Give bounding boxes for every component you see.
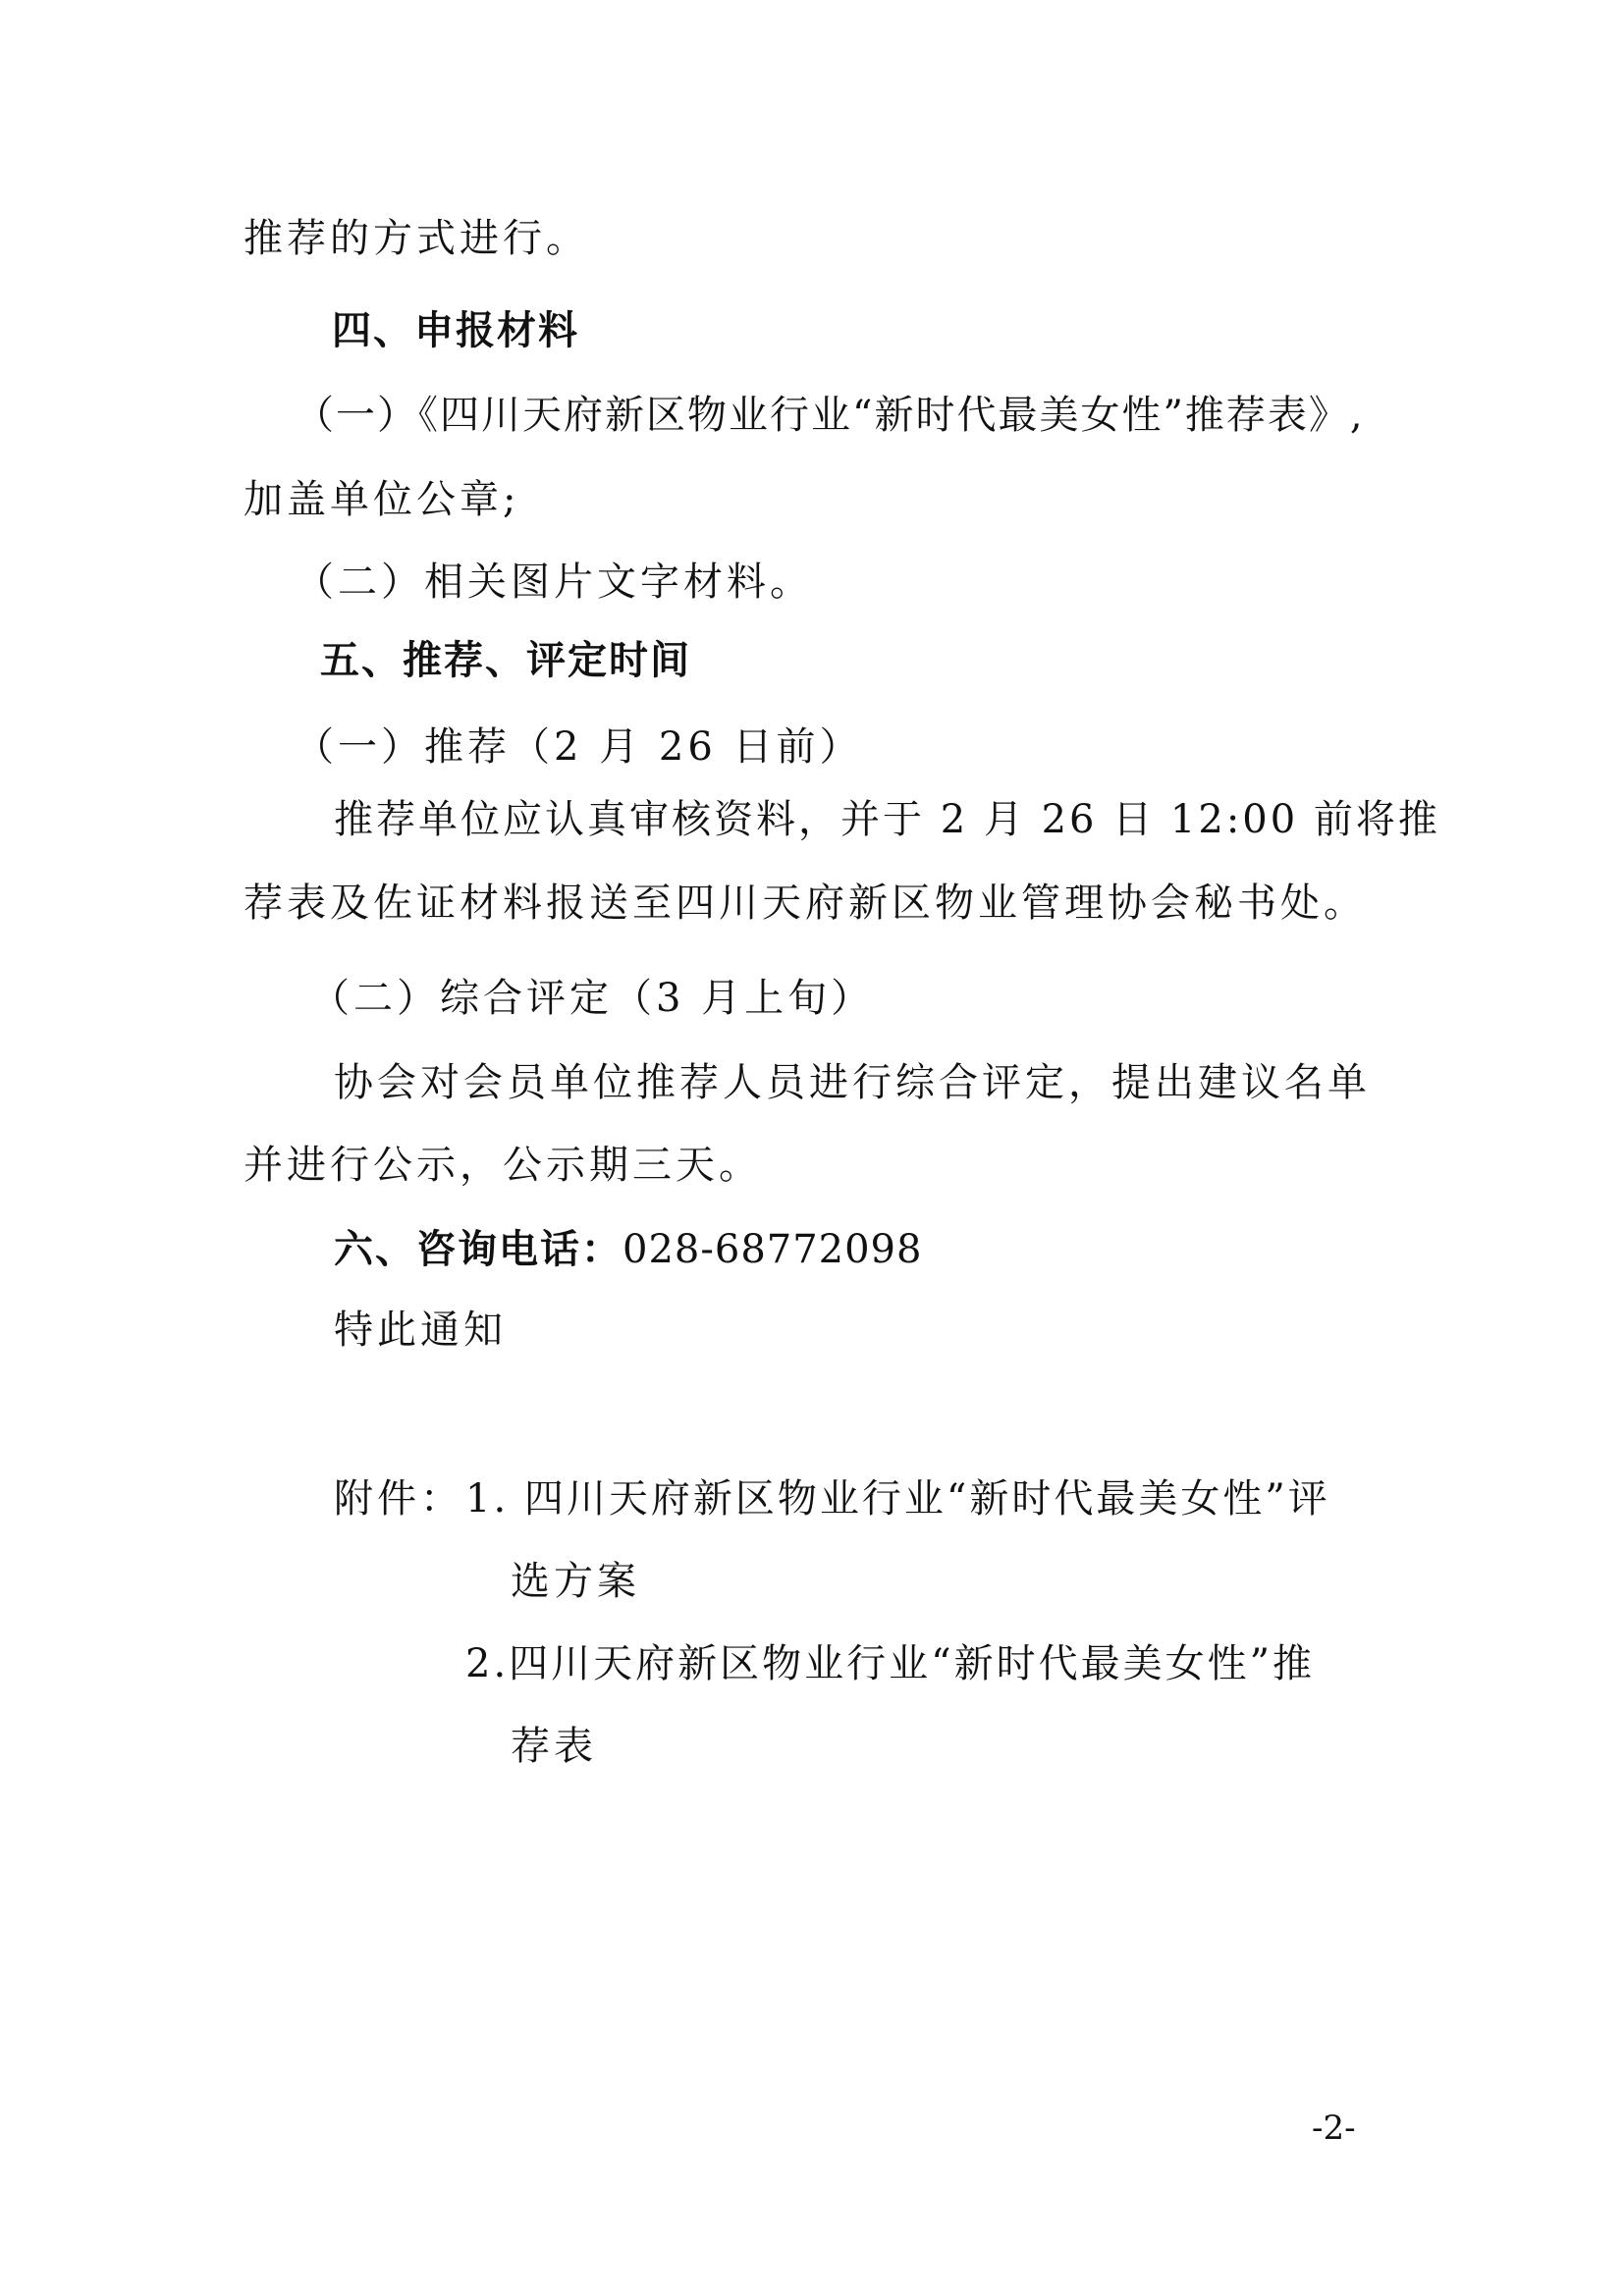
section-5-sub-1-paragraph-line-1: 推荐单位应认真审核资料，并于 2 月 26 日 12:00 前将推 <box>334 797 1440 842</box>
page-number: -2- <box>1312 2109 1356 2148</box>
section-6 <box>334 1225 922 1274</box>
attachment-1-line-2: 选方案 <box>511 1559 640 1604</box>
section-6-label: 六、咨询电话： <box>334 1227 623 1272</box>
contact-phone: 028-68772098 <box>623 1227 923 1272</box>
section-5-sub-2-paragraph-line-2: 并进行公示，公示期三天。 <box>244 1143 762 1188</box>
section-4-title: 四、申报材料 <box>332 308 579 353</box>
section-4-item-1-line-2: 加盖单位公章; <box>244 477 520 522</box>
section-5-title: 五、推荐、评定时间 <box>320 638 691 683</box>
attachments-label: 附件： <box>334 1476 463 1522</box>
attachment-2-line-2: 荐表 <box>511 1724 597 1769</box>
section-4-item-2: （二）相关图片文字材料。 <box>295 560 813 605</box>
attachment-2-line-1: 2.四川天府新区物业行业“新时代最美女性”推 <box>465 1641 1316 1686</box>
section-5-sub-1-paragraph-line-2: 荐表及佐证材料报送至四川天府新区物业管理协会秘书处。 <box>244 881 1367 926</box>
closing-text: 特此通知 <box>334 1308 507 1353</box>
section-5-sub-1-title: （一）推荐（2 月 26 日前） <box>295 724 863 770</box>
section-4-item-1-line-1: （一）《四川天府新区物业行业“新时代最美女性”推荐表》, <box>295 393 1365 438</box>
attachment-1-line-1: 1. 四川天府新区物业行业“新时代最美女性”评 <box>465 1476 1330 1522</box>
section-5-sub-2-title: （二）综合评定（3 月上旬） <box>310 976 875 1021</box>
continuation-text: 推荐的方式进行。 <box>244 216 589 261</box>
section-5-sub-2-paragraph-line-1: 协会对会员单位推荐人员进行综合评定，提出建议名单 <box>334 1060 1371 1105</box>
